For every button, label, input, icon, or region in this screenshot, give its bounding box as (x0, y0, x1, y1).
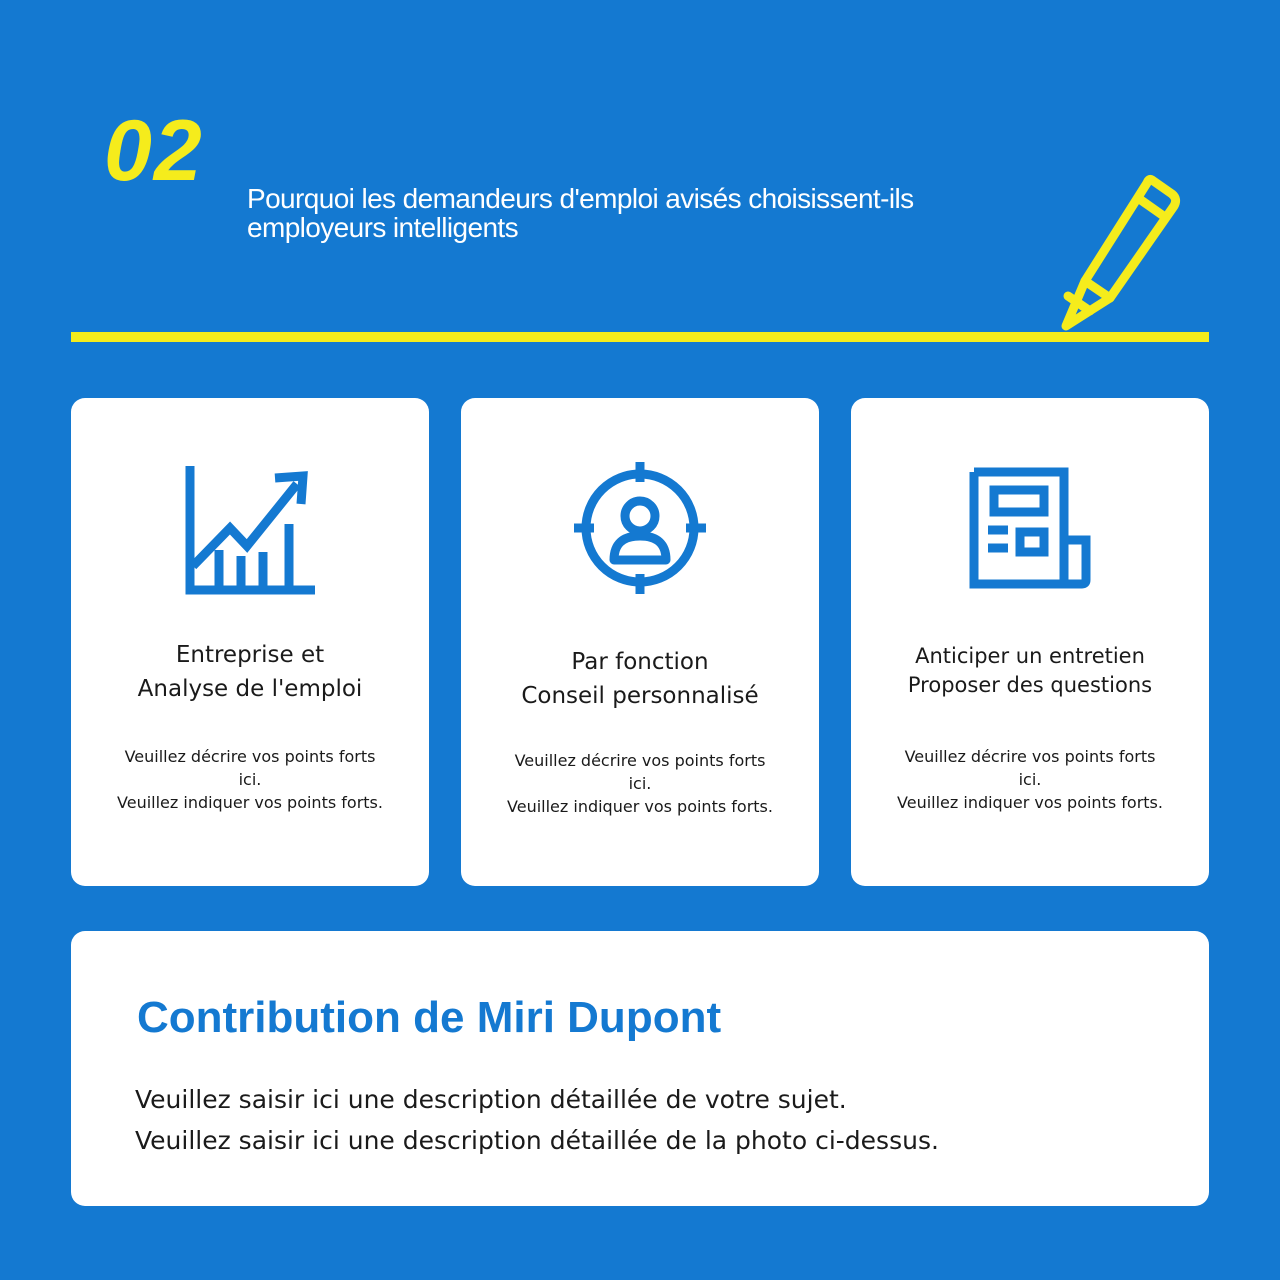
contribution-description: Veuillez saisir ici une description détaillée de votre sujet. Veuillez saisir ici une description détaillée de la photo ci-dessus. (135, 1085, 939, 1155)
target-person-icon (574, 462, 706, 594)
newspaper-icon (968, 466, 1092, 590)
contribution-panel (71, 931, 1209, 1206)
card-description: Veuillez décrire vos points forts ici. Veuillez indiquer vos points forts. (507, 751, 773, 816)
card-title: Anticiper un entretien Proposer des questions (907, 644, 1153, 697)
divider-line (71, 332, 1209, 342)
card-description: Veuillez décrire vos points forts ici. Veuillez indiquer vos points forts. (897, 747, 1163, 812)
card-description: Veuillez décrire vos points forts ici. Veuillez indiquer vos points forts. (117, 747, 383, 812)
section-number: 02 (104, 103, 204, 199)
contribution-title: Contribution de Miri Dupont (137, 993, 722, 1042)
card-interview-prep (851, 398, 1209, 886)
page-title: Pourquoi les demandeurs d'emploi avisés choisissent-ils employeurs intelligents (247, 183, 914, 243)
card-personal-advice (461, 398, 819, 886)
pencil-icon (1050, 168, 1190, 338)
card-title: Entreprise et Analyse de l'emploi (137, 642, 363, 702)
card-title: Par fonction Conseil personnalisé (521, 649, 759, 709)
growth-chart-icon (185, 466, 315, 596)
card-business-analysis (71, 398, 429, 886)
